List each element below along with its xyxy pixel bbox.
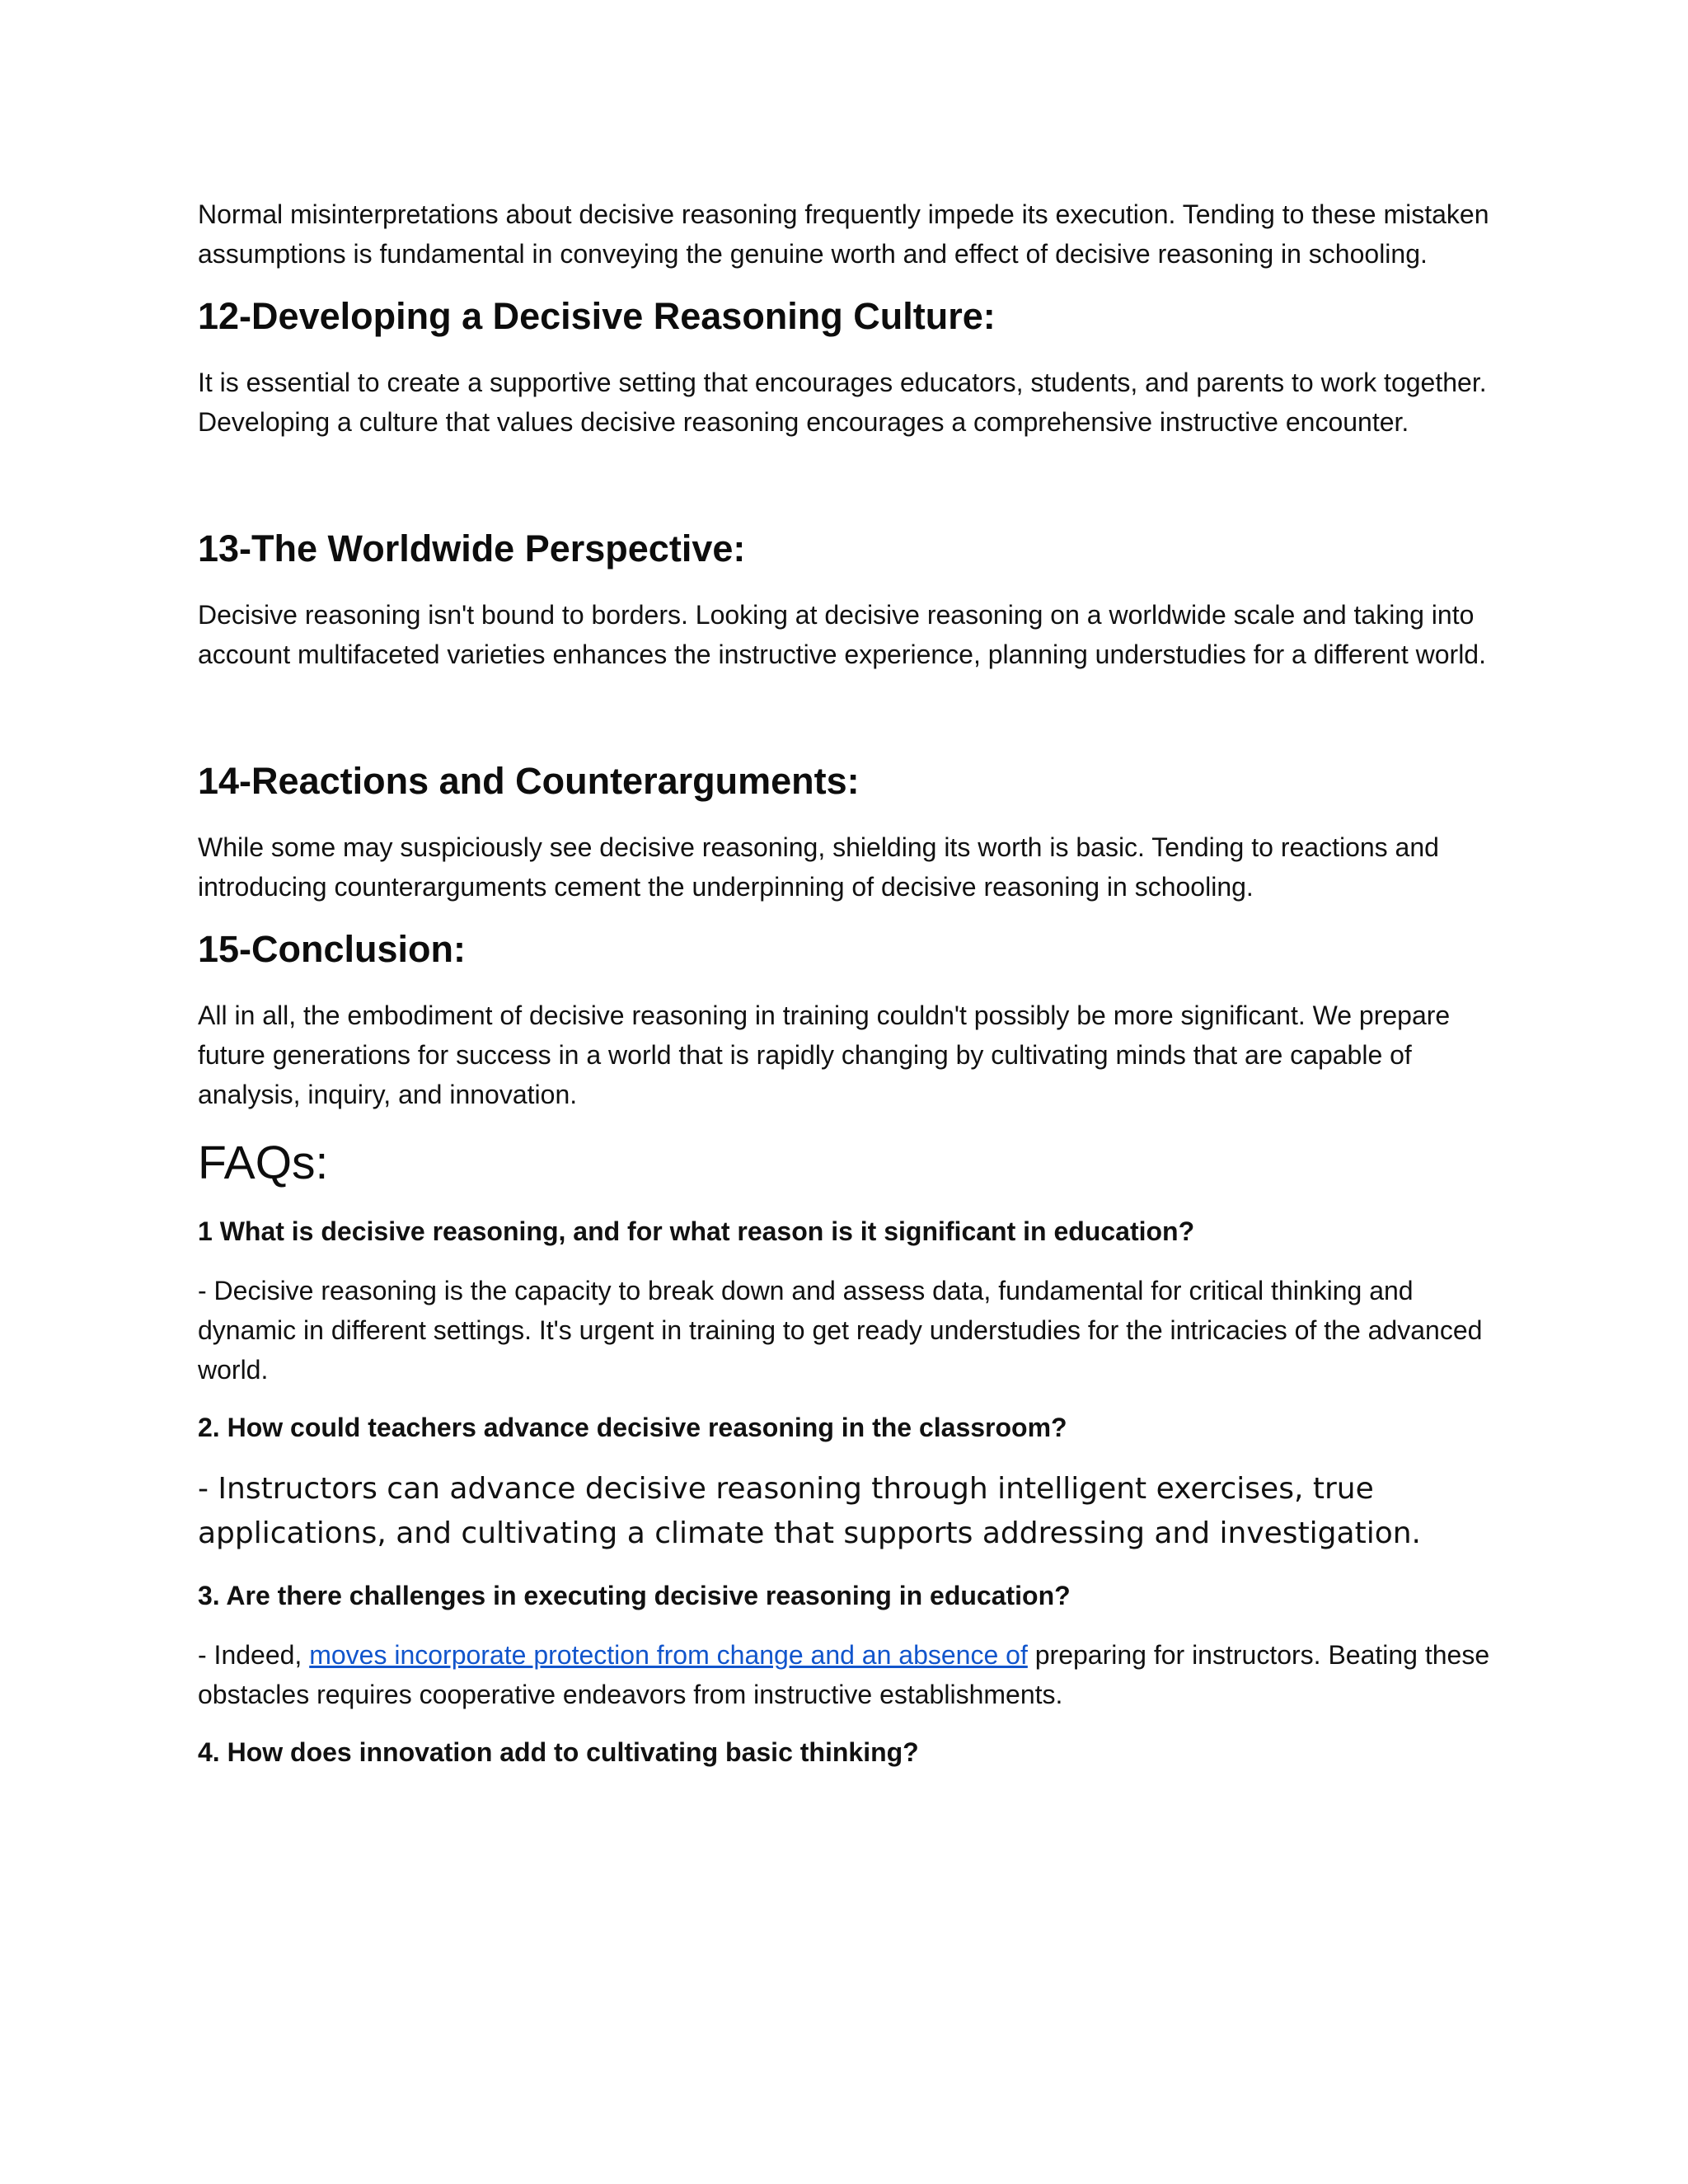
- section-heading-culture: 12-Developing a Decisive Reasoning Culture:: [198, 295, 996, 337]
- spacer: [198, 694, 1490, 747]
- section-body-culture: It is essential to create a supportive setting that encourages educators, students, and parents to work together. Developing a culture that values decisive reasoning encourages a comprehensive instructive encounter.: [198, 368, 1487, 437]
- faq-question-1: 1 What is decisive reasoning, and for what reason is it significant in education?: [198, 1216, 1195, 1246]
- faq-answer-3-link[interactable]: moves incorporate protection from change and an absence of: [309, 1640, 1028, 1670]
- faq-question-3: 3. Are there challenges in executing decisive reasoning in education?: [198, 1581, 1071, 1610]
- faq-answer-1: - Decisive reasoning is the capacity to break down and assess data, fundamental for critical thinking and dynamic in different settings. It's urgent in training to get ready understudies for the intricacies of the advanced world.: [198, 1276, 1483, 1385]
- faq-answer-2: - Instructors can advance decisive reasoning through intelligent exercises, true applications, and cultivating a climate that supports addressing and investigation.: [198, 1472, 1421, 1550]
- section-heading-conclusion: 15-Conclusion:: [198, 928, 467, 970]
- section-heading-reactions: 14-Reactions and Counterarguments:: [198, 760, 860, 802]
- section-body-reactions: While some may suspiciously see decisive reasoning, shielding its worth is basic. Tending to reactions and introducing counterarguments cement the underpinning of decisive reasoning in schooling.: [198, 832, 1439, 902]
- intro-paragraph: Normal misinterpretations about decisive reasoning frequently impede its execution. Tending to these mistaken assumptions is fundamental in conveying the genuine worth and effect of decisive reasoning in schooling.: [198, 199, 1489, 269]
- section-body-conclusion: All in all, the embodiment of decisive reasoning in training couldn't possibly be more significant. We prepare future generations for success in a world that is rapidly changing by cultivating minds that are capable of analysis, inquiry, and innovation.: [198, 1001, 1451, 1109]
- faq-question-2: 2. How could teachers advance decisive reasoning in the classroom?: [198, 1413, 1067, 1442]
- faq-answer-3: [198, 1635, 1490, 1714]
- faq-answer-3-suffix: preparing for instructors. Beating these obstacles requires cooperative endeavors from instructive establishments.: [198, 1640, 1490, 1709]
- faq-answer-3-prefix: - Indeed,: [198, 1640, 310, 1670]
- faqs-title: FAQs:: [198, 1137, 329, 1189]
- spacer: [198, 462, 1490, 514]
- faq-question-4: 4. How does innovation add to cultivating basic thinking?: [198, 1737, 919, 1767]
- section-heading-worldwide: 13-The Worldwide Perspective:: [198, 527, 746, 569]
- section-body-worldwide: Decisive reasoning isn't bound to borders. Looking at decisive reasoning on a worldwide scale and taking into account multifaceted varieties enhances the instructive experience, planning understudies for a different world.: [198, 600, 1486, 669]
